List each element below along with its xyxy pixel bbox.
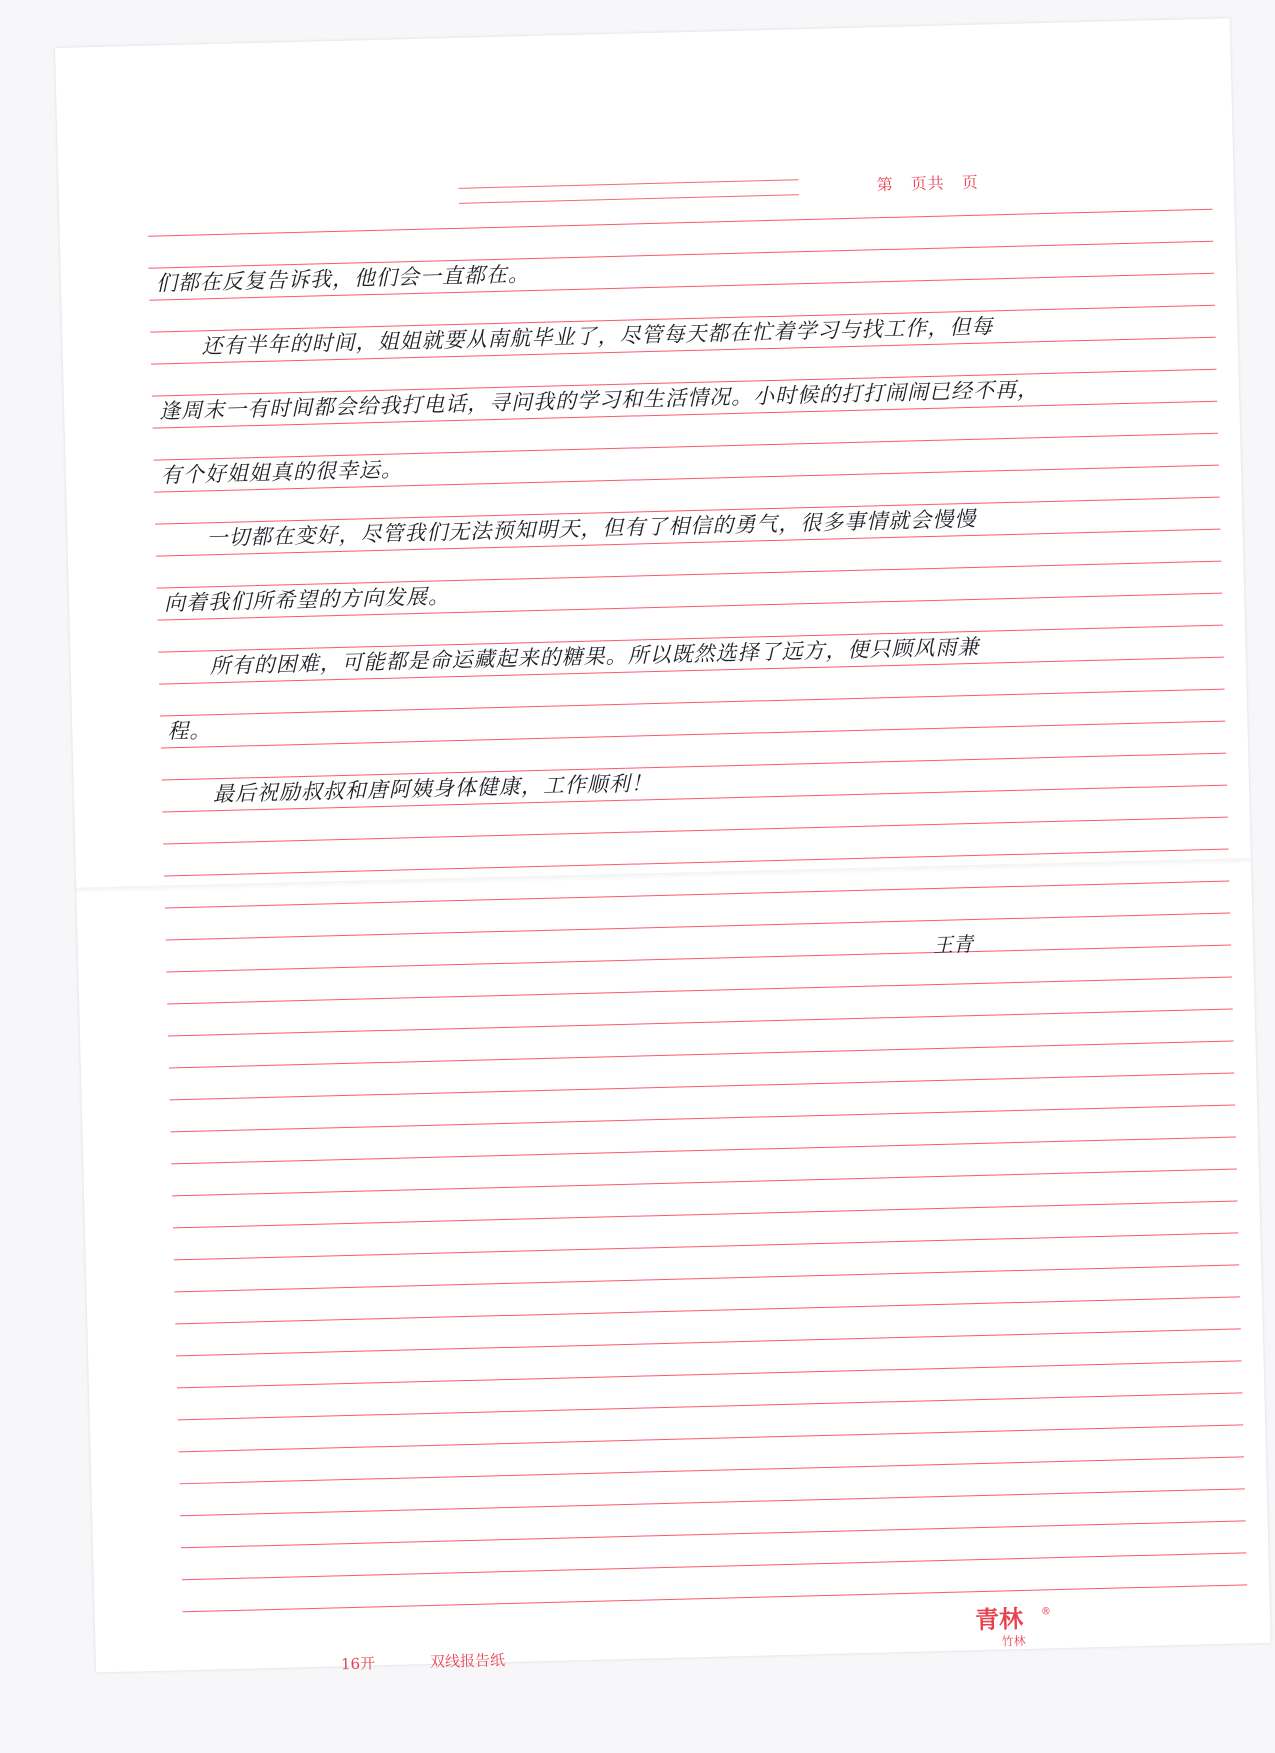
- ruled-line: [173, 1200, 1238, 1228]
- ruled-line: [175, 1296, 1240, 1324]
- ruled-line: [171, 1136, 1236, 1164]
- ruled-line: [174, 1232, 1239, 1260]
- header-double-rule: [459, 179, 799, 204]
- ruled-line: [161, 721, 1226, 749]
- ruled-line: [169, 1040, 1234, 1068]
- ruled-line: [179, 1424, 1244, 1452]
- letter-line: 所有的困难，可能都是命运藏起来的糖果。所以既然选择了远方，便只顾风雨兼: [165, 634, 980, 680]
- ruled-line: [182, 1552, 1247, 1580]
- registered-mark: ®: [1040, 1606, 1052, 1618]
- ruled-line: [166, 913, 1231, 941]
- signature: 王青: [932, 932, 974, 958]
- ruled-line: [160, 689, 1225, 717]
- letter-line: 们都在反复告诉我，他们会一直都在。: [155, 262, 531, 296]
- ruled-line: [177, 1360, 1242, 1388]
- ruled-line: [179, 1456, 1244, 1484]
- ruled-line: [167, 977, 1232, 1005]
- ruled-line: [180, 1488, 1245, 1516]
- ruled-line: [170, 1104, 1235, 1132]
- ruled-lines: [55, 18, 1230, 48]
- ruled-line: [183, 1584, 1248, 1612]
- letter-line: 最后祝励叔叔和唐阿姨身体健康，工作顺利！: [168, 771, 654, 808]
- ruled-line: [148, 209, 1213, 237]
- ruled-line: [168, 1009, 1233, 1037]
- letter-line: 逢周末一有时间都会给我打电话，寻问我的学习和生活情况。小时候的打打闹闹已经不再，: [158, 377, 1040, 424]
- letter-line: 有个好姐姐真的很幸运。: [160, 457, 404, 488]
- brand-logo: [975, 1606, 1056, 1654]
- paper-size-label: 16开: [340, 1654, 376, 1674]
- brand-logo-main: 青林: [974, 1604, 1024, 1635]
- ruled-line: [170, 1072, 1235, 1100]
- letter-line: 一切都在变好，尽管我们无法预知明天，但有了相信的勇气，很多事情就会慢慢: [162, 506, 977, 552]
- paper-type-label: 双线报告纸: [429, 1651, 506, 1672]
- letter-line: 向着我们所希望的方向发展。: [163, 584, 451, 616]
- letter-line: 还有半年的时间，姐姐就要从南航毕业了，尽管每天都在忙着学习与找工作，但每: [157, 314, 994, 360]
- ruled-line: [172, 1168, 1237, 1196]
- ruled-line: [175, 1264, 1240, 1292]
- page-number-label: 第 页共 页: [876, 172, 979, 195]
- brand-logo-sub: 竹林: [1001, 1633, 1026, 1649]
- ruled-line: [176, 1328, 1241, 1356]
- ruled-line: [181, 1520, 1246, 1548]
- report-paper-sheet: [55, 18, 1271, 1672]
- ruled-line: [163, 817, 1228, 845]
- letter-line: 程。: [167, 718, 212, 744]
- ruled-line: [166, 945, 1231, 973]
- ruled-line: [178, 1392, 1243, 1420]
